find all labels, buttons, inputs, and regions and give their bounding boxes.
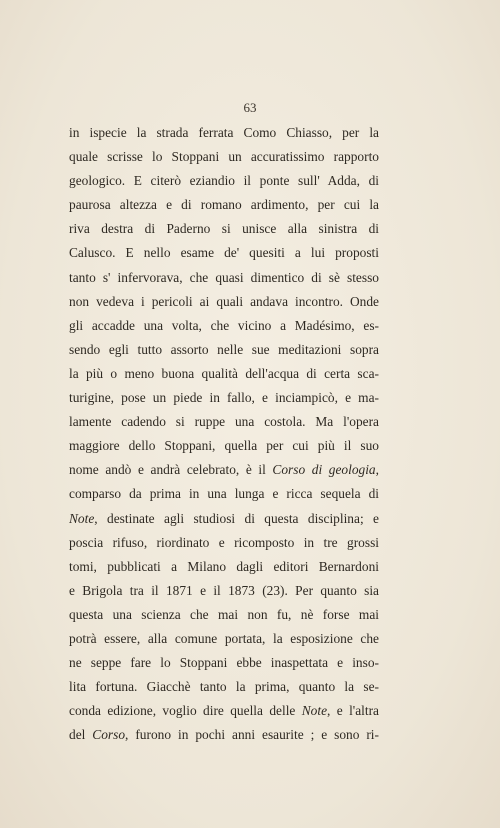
text-run: conda edizione, voglio dire quella delle (69, 703, 302, 719)
text-line (69, 266, 379, 290)
text-run: geologico. E citerò eziandio il ponte sull' Adda, di (69, 173, 379, 189)
text-line (69, 603, 379, 627)
text-run: , e l'altra (327, 703, 379, 719)
text-line (69, 386, 379, 410)
text-run: tanto s' infervorava, che quasi dimentico di sè stesso (69, 269, 379, 285)
text-run: potrà essere, alla comune portata, la esposizione che (69, 630, 379, 646)
text-line (69, 362, 379, 386)
text-run: ne seppe fare lo Stoppani ebbe inaspettata e inso- (69, 655, 379, 671)
italic-run: Corso (92, 727, 126, 743)
text-line (69, 193, 379, 217)
text-run: , (375, 462, 379, 478)
text-run: lita fortuna. Giacchè tanto la prima, quanto la se- (69, 679, 379, 695)
text-line (69, 579, 379, 603)
italic-run: Note (69, 510, 95, 526)
text-run: quale scrisse lo Stoppani un accuratissimo rapporto (69, 149, 379, 165)
text-line (69, 555, 379, 579)
text-run: gli accadde una volta, che vicino a Madésimo, es- (69, 317, 379, 333)
text-run: la più o meno buona qualità dell'acqua di certa sca- (69, 365, 379, 381)
text-line (69, 145, 379, 169)
text-run: , destinate agli studiosi di questa disciplina; e (94, 510, 379, 526)
text-run: e Brigola tra il 1871 e il 1873 (23). Per quanto sia (69, 582, 379, 598)
text-run: turigine, pose un piede in fallo, e inciampicò, e ma- (69, 390, 379, 406)
text-run: paurosa altezza e di romano ardimento, per cui la (69, 197, 379, 213)
text-line (69, 217, 379, 241)
text-line (69, 434, 379, 458)
text-run: questa una scienza che mai non fu, nè forse mai (69, 606, 379, 622)
text-line (69, 121, 379, 145)
text-run: , furono in pochi anni esaurite ; e sono ri- (125, 727, 379, 743)
text-run: tomi, pubblicati a Milano dagli editori Bernardoni (69, 558, 379, 574)
text-line (69, 410, 379, 434)
text-line (69, 531, 379, 555)
text-run: in ispecie la strada ferrata Como Chiasso, per la (69, 125, 379, 140)
italic-run: Corso di geologia (272, 462, 376, 478)
text-run: nome andò e andrà celebrato, è il (69, 462, 273, 478)
text-line (69, 651, 379, 675)
text-line (69, 507, 379, 531)
text-line (69, 290, 379, 314)
text-run: poscia rifuso, riordinato e ricomposto in tre grossi (69, 534, 379, 550)
text-run: del (69, 727, 93, 743)
text-run: riva destra di Paderno si unisce alla sinistra di (69, 221, 379, 237)
text-line (69, 627, 379, 651)
body-text (69, 121, 379, 747)
text-run: lamente cadendo si ruppe una costola. Ma l'opera (69, 414, 379, 430)
text-run: Calusco. E nello esame de' quesiti a lui proposti (69, 245, 379, 261)
italic-run: Note (301, 703, 328, 719)
text-line (69, 314, 379, 338)
text-line (69, 675, 379, 699)
text-run: maggiore dello Stoppani, quella per cui più il suo (69, 438, 379, 454)
text-line (69, 338, 379, 362)
text-line (69, 241, 379, 265)
page-number: 63 (243, 100, 257, 115)
text-run: sendo egli tutto assorto nelle sue meditazioni sopra (69, 341, 379, 357)
text-line (69, 458, 379, 482)
text-line (69, 482, 379, 506)
text-run: non vedeva i pericoli ai quali andava incontro. Onde (69, 293, 379, 309)
text-line (69, 169, 379, 193)
text-line (69, 699, 379, 723)
text-line (69, 723, 379, 747)
text-run: comparso da prima in una lunga e ricca sequela di (69, 486, 379, 502)
